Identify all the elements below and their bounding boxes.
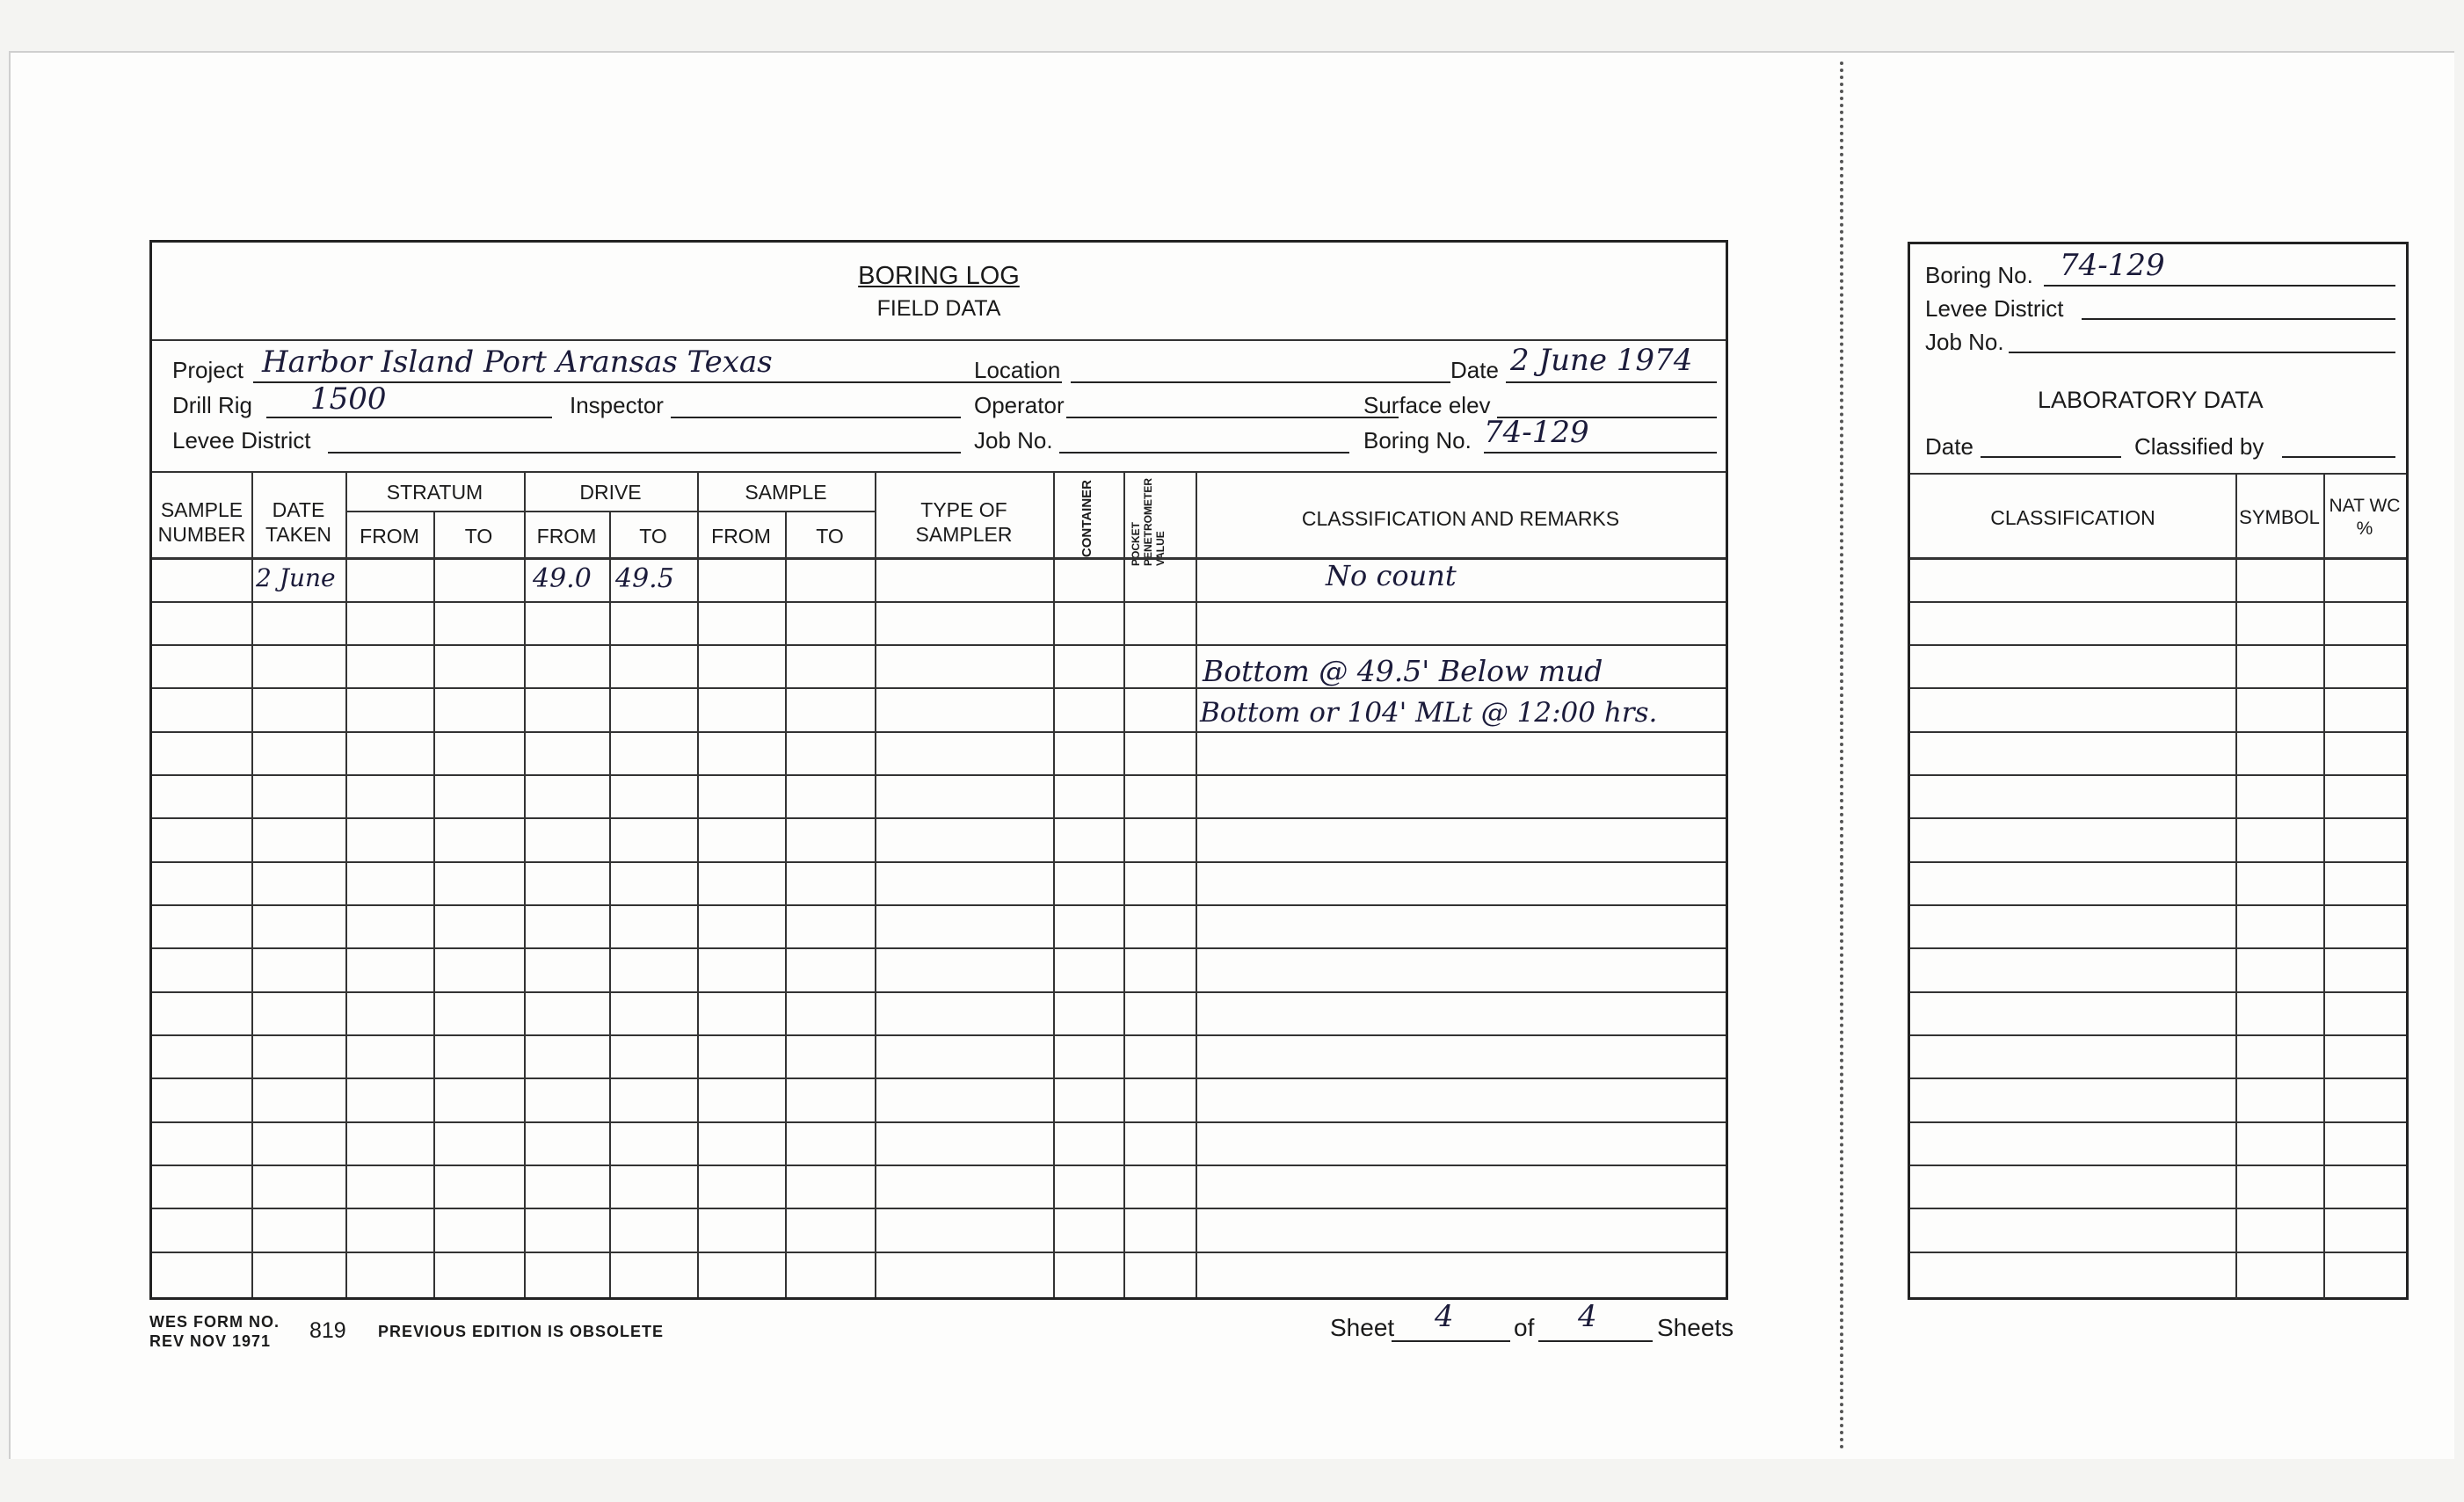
col-sample-to: TO [816,525,844,548]
sheet-number: 4 [1435,1299,1454,1334]
entry-remark-bottom-mlt: Bottom or 104' MLt @ 12:00 hrs. [1200,697,1658,729]
col-pocket-line3: VALUE [1154,531,1167,567]
lab-col-classification: CLASSIFICATION [1990,506,2155,529]
job-no-label: Job No. [974,427,1053,454]
entry-date-taken: 2 June [256,563,336,592]
form-title: BORING LOG [858,262,1020,290]
entry-remark-bottom-mud: Bottom @ 49.5' Below mud [1203,654,1603,688]
lab-classified-by-label: Classified by [2134,433,2264,460]
col-date-taken-line2: TAKEN [265,523,331,546]
date-value: 2 June 1974 [1510,343,1693,378]
of-label: of [1514,1314,1535,1341]
drill-rig-label: Drill Rig [172,392,252,418]
col-sample-from: FROM [711,525,771,548]
col-classification-remarks: CLASSIFICATION AND REMARKS [1301,507,1620,530]
location-label: Location [974,357,1061,383]
lab-boring-no-label: Boring No. [1925,262,2033,288]
sheet-label: Sheet [1330,1314,1395,1341]
project-value: Harbor Island Port Aransas Texas [262,345,773,380]
form-number: 819 [309,1318,346,1343]
col-type-sampler-line2: SAMPLER [915,523,1013,546]
date-label: Date [1450,357,1499,383]
operator-label: Operator [974,392,1065,418]
levee-district-label: Levee District [172,427,311,454]
lab-col-nat-wc: NAT WC [2329,496,2401,516]
col-date-taken-line1: DATE [272,498,325,521]
col-container: CONTAINER [1079,480,1094,558]
col-drive-to: TO [639,525,667,548]
lab-boring-no-value: 74-129 [2060,248,2165,283]
form-number-label: WES FORM NO. [149,1313,280,1331]
col-sample-number-line1: SAMPLE [160,498,243,521]
lab-job-no-label: Job No. [1925,329,2004,355]
col-type-sampler-line1: TYPE OF [920,498,1007,521]
form-subtitle: FIELD DATA [876,296,1001,321]
project-label: Project [172,357,243,383]
form-revision: REV NOV 1971 [149,1332,272,1350]
lab-date-label: Date [1925,433,1973,460]
surface-elev-label: Surface elev [1363,392,1491,418]
col-drive: DRIVE [579,481,642,504]
lab-col-symbol: SYMBOL [2239,506,2320,528]
col-sample-number-line2: NUMBER [157,523,246,546]
col-sample: SAMPLE [745,481,827,504]
col-drive-from: FROM [536,525,597,548]
entry-remark-no-count: No count [1326,559,1457,592]
boring-no-label: Boring No. [1363,427,1472,454]
col-stratum-to: TO [464,525,493,548]
col-stratum-from: FROM [360,525,419,548]
entry-drive-from: 49.0 [533,563,592,594]
boring-log-form [149,240,1728,1300]
laboratory-data-form [1908,242,2409,1300]
of-number: 4 [1578,1299,1597,1334]
boring-no-value: 74-129 [1484,415,1589,450]
sheets-label: Sheets [1657,1314,1734,1341]
col-stratum: STRATUM [386,481,483,504]
drill-rig-value: 1500 [310,381,387,417]
inspector-label: Inspector [570,392,664,418]
lab-levee-district-label: Levee District [1925,295,2064,322]
obsolete-notice: PREVIOUS EDITION IS OBSOLETE [378,1323,665,1340]
entry-drive-to: 49.5 [615,563,674,594]
col-pocket-line1: POCKET [1130,522,1142,567]
col-pocket-line2: PENETROMETER [1142,478,1154,567]
lab-col-nat-wc-unit: % [2356,519,2373,539]
lab-title: LABORATORY DATA [2038,387,2264,413]
perforation-line [1840,62,1843,1450]
